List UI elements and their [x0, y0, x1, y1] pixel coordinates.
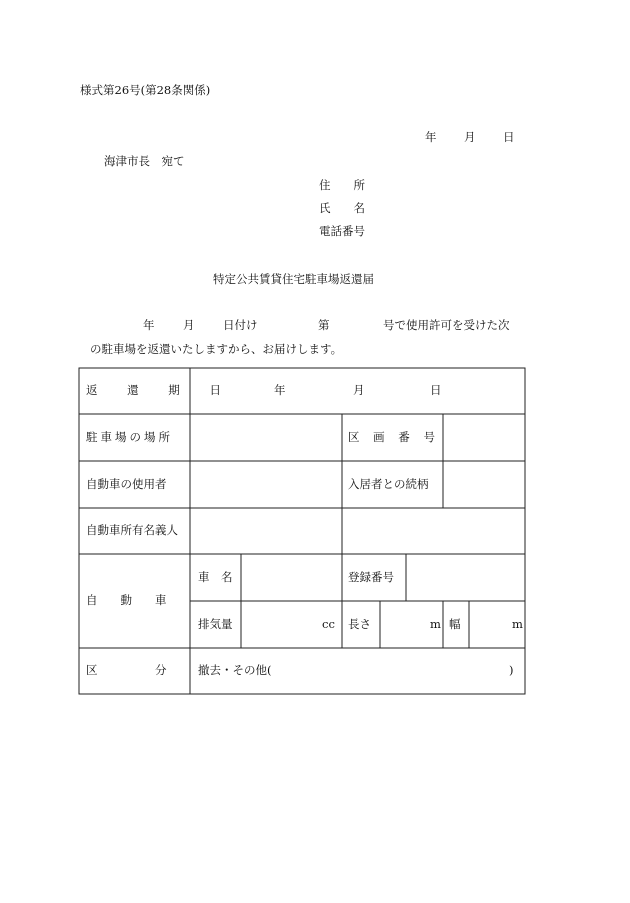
- width-unit: m: [512, 617, 523, 631]
- applicant-address-label: 住 所: [319, 178, 365, 192]
- body-dai: 第: [318, 318, 330, 332]
- section-number-label: 区 画 番 号: [348, 430, 440, 444]
- car-user-label: 自動車の使用者: [86, 477, 167, 491]
- form-number: 様式第26号(第28条関係): [80, 83, 211, 97]
- body-rest: 号で使用許可を受けた次: [383, 318, 510, 332]
- length-unit: m: [430, 617, 441, 631]
- parking-location-label: 駐車場の場所: [86, 430, 173, 444]
- applicant-name-label: 氏 名: [319, 201, 365, 215]
- body-dated: 日付け: [223, 318, 258, 332]
- category-value: 撤去・その他(: [198, 663, 272, 677]
- body-month: 月: [183, 318, 195, 332]
- date-day: 日: [503, 130, 515, 144]
- relation-label: 入居者との続柄: [348, 477, 429, 491]
- return-date-day: 日: [430, 383, 442, 397]
- document-title: 特定公共賃貸住宅駐車場返還届: [213, 272, 374, 286]
- displacement-unit: cc: [322, 617, 335, 631]
- displacement-label: 排気量: [198, 617, 233, 631]
- car-name-label: 車 名: [198, 570, 233, 584]
- return-date-label: 返 還 期 日: [86, 383, 234, 397]
- return-date-year: 年: [274, 383, 286, 397]
- length-label: 長さ: [348, 617, 371, 631]
- car-owner-label: 自動車所有名義人: [86, 523, 178, 537]
- date-year: 年: [425, 130, 437, 144]
- width-label: 幅: [449, 617, 461, 631]
- registration-number-label: 登録番号: [348, 570, 394, 584]
- body-line2: の駐車場を返還いたしますから、お届けします。: [90, 342, 343, 356]
- return-date-month: 月: [353, 383, 365, 397]
- car-label: 自 動 車: [86, 593, 167, 607]
- applicant-phone-label: 電話番号: [319, 224, 365, 238]
- category-label: 区 分: [86, 663, 167, 677]
- body-year: 年: [143, 318, 155, 332]
- addressee: 海津市長 宛て: [104, 154, 185, 168]
- date-month: 月: [464, 130, 476, 144]
- category-close-paren: ): [509, 663, 514, 677]
